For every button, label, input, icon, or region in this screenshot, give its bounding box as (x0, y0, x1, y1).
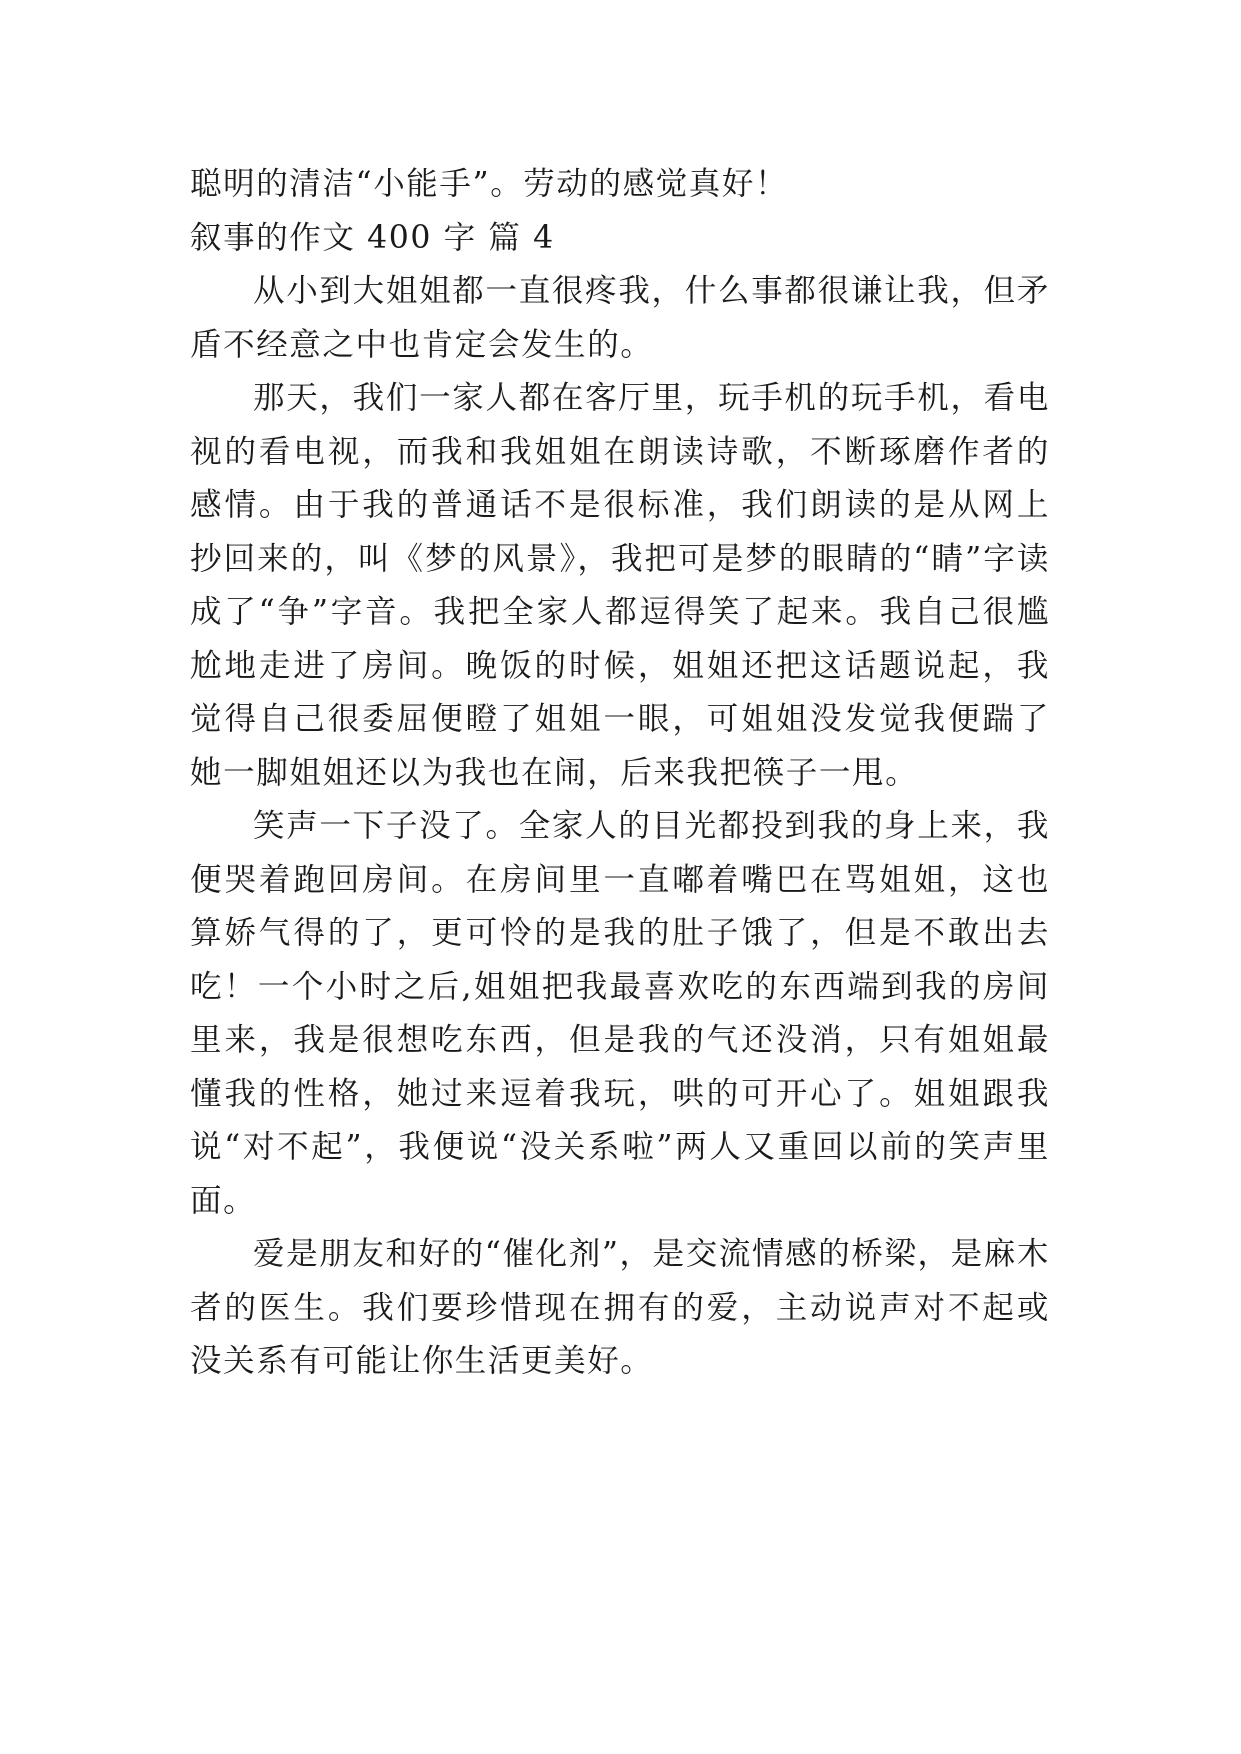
paragraph-2: 那天，我们一家人都在客厅里，玩手机的玩手机，看电视的看电视，而我和我姐姐在朗读诗歌，不断琢磨作者的感情。由于我的普通话不是很标准，我们朗读的是从网上抄回来的，叫《梦的风景》，我把可是梦的眼睛的“睛”字读成了“争”字音。我把全家人都逗得笑了起来。我自己很尴尬地走进了房间。晚饭的时候，姐姐还把这话题说起，我觉得自己很委屈便瞪了姐姐一眼，可姐姐没发觉我便踹了她一脚姐姐还以为我也在闹，后来我把筷子一甩。 (190, 380, 1050, 791)
continuation-line: 聪明的清洁“小能手”。劳动的感觉真好！ (190, 166, 789, 202)
paragraph-1: 从小到大姐姐都一直很疼我，什么事都很谦让我，但矛盾不经意之中也肯定会发生的。 (190, 273, 1050, 363)
paragraph-3: 笑声一下子没了。全家人的目光都投到我的身上来，我便哭着跑回房间。在房间里一直嘟着嘴巴在骂姐姐，这也算娇气得的了，更可怜的是我的肚子饿了，但是不敢出去吃！一个小时之后,姐姐把我最喜欢吃的东西端到我的房间里来，我是很想吃东西，但是我的气还没消，只有姐姐最懂我的性格，她过来逗着我玩，哄的可开心了。姐姐跟我说“对不起”，我便说“没关系啦”两人又重回以前的笑声里面。 (190, 808, 1050, 1219)
paragraph-4: 爱是朋友和好的“催化剂”，是交流情感的桥梁，是麻木者的医生。我们要珍惜现在拥有的爱，主动说声对不起或没关系有可能让你生活更美好。 (190, 1236, 1050, 1379)
document-body (190, 158, 1050, 1389)
essay-heading: 叙事的作文 400 字 篇 4 (190, 219, 555, 256)
